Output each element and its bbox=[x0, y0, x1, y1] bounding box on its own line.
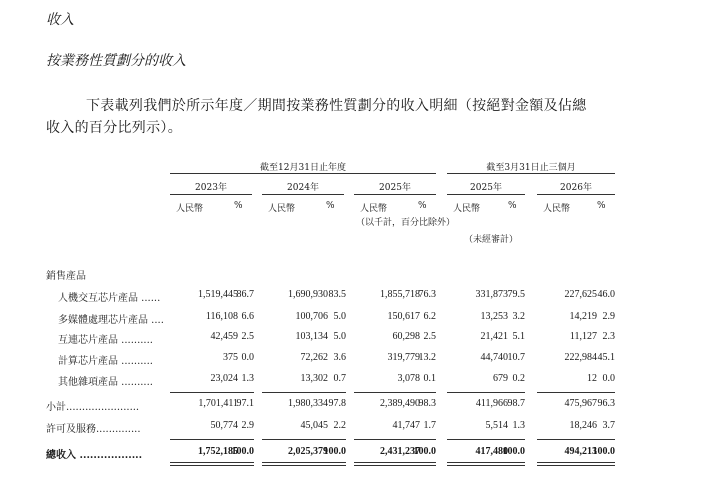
percent-cell: 2.2 bbox=[333, 420, 346, 431]
percent-cell: 46.0 bbox=[597, 289, 615, 300]
percent-cell: 3.2 bbox=[512, 311, 525, 322]
period-rule bbox=[447, 194, 525, 195]
amount-cell: 679 bbox=[493, 373, 508, 384]
product-row-label: 互連芯片產品 .......... bbox=[58, 335, 153, 346]
percent-cell: 0.2 bbox=[512, 373, 525, 384]
percent-cell: 6.6 bbox=[241, 311, 254, 322]
period-rule bbox=[170, 194, 252, 195]
amount-cell: 100,706 bbox=[295, 311, 328, 322]
amount-cell: 3,078 bbox=[397, 373, 420, 384]
intro-paragraph-line-2: 收入的百分比列示）。 bbox=[46, 120, 182, 136]
percent-cell: 5.0 bbox=[333, 331, 346, 342]
unit-header-rmb: 人民幣 bbox=[453, 204, 481, 214]
group-rule-quarters bbox=[447, 173, 615, 174]
percent-cell: 1.3 bbox=[241, 373, 254, 384]
amount-cell: 1,752,185 bbox=[198, 446, 238, 457]
product-row-label: 多媒體處理芯片產品 .... bbox=[58, 315, 164, 326]
unit-header-pct: % bbox=[326, 201, 335, 211]
amount-cell: 1,519,445 bbox=[198, 289, 238, 300]
column-rule bbox=[262, 439, 346, 440]
double-underline bbox=[537, 462, 615, 466]
amount-cell: 2,431,237 bbox=[380, 446, 420, 457]
percent-cell: 100.0 bbox=[502, 446, 525, 457]
amount-cell: 23,024 bbox=[210, 373, 238, 384]
percent-cell: 0.0 bbox=[602, 373, 615, 384]
product-row-label: 計算芯片產品 .......... bbox=[58, 356, 153, 367]
period-header-2025-q1: 2025年 bbox=[470, 183, 502, 193]
amount-cell: 41,747 bbox=[392, 420, 420, 431]
double-underline bbox=[262, 462, 346, 466]
column-rule bbox=[537, 392, 615, 393]
percent-cell: 76.3 bbox=[418, 289, 436, 300]
percent-cell: 97.8 bbox=[328, 398, 346, 409]
double-underline bbox=[170, 462, 254, 466]
percent-cell: 98.7 bbox=[507, 398, 525, 409]
unit-header-pct: % bbox=[508, 201, 517, 211]
period-header-2026-q1: 2026年 bbox=[560, 183, 592, 193]
percent-cell: 2.5 bbox=[423, 331, 436, 342]
double-underline bbox=[447, 462, 525, 466]
amount-cell: 375 bbox=[223, 352, 238, 363]
period-rule bbox=[537, 194, 615, 195]
percent-cell: 0.1 bbox=[423, 373, 436, 384]
percent-cell: 96.3 bbox=[597, 398, 615, 409]
percent-cell: 83.5 bbox=[328, 289, 346, 300]
percent-cell: 3.7 bbox=[602, 420, 615, 431]
amount-cell: 50,774 bbox=[210, 420, 238, 431]
percent-cell: 86.7 bbox=[236, 289, 254, 300]
amount-cell: 13,253 bbox=[480, 311, 508, 322]
amount-cell: 116,108 bbox=[205, 311, 238, 322]
percent-cell: 100.0 bbox=[231, 446, 254, 457]
unit-header-rmb: 人民幣 bbox=[176, 204, 204, 214]
column-rule bbox=[354, 439, 436, 440]
amount-cell: 18,246 bbox=[569, 420, 597, 431]
percent-cell: 0.0 bbox=[241, 352, 254, 363]
column-rule bbox=[170, 439, 254, 440]
group-header-years: 截至12月31日止年度 bbox=[260, 163, 346, 173]
percent-cell: 3.6 bbox=[333, 352, 346, 363]
double-underline bbox=[354, 462, 436, 466]
amount-cell: 2,025,379 bbox=[288, 446, 328, 457]
licensing-label: 許可及服務.............. bbox=[46, 424, 141, 435]
amount-cell: 21,421 bbox=[480, 331, 508, 342]
amount-cell: 12 bbox=[587, 373, 597, 384]
column-rule bbox=[170, 392, 254, 393]
unit-header-rmb: 人民幣 bbox=[268, 204, 296, 214]
product-row-label: 其他雜項產品 .......... bbox=[58, 377, 153, 388]
percent-cell: 45.1 bbox=[597, 352, 615, 363]
amount-cell: 1,855,718 bbox=[380, 289, 420, 300]
group-rule-years bbox=[170, 173, 436, 174]
amount-cell: 60,298 bbox=[392, 331, 420, 342]
percent-cell: 1.7 bbox=[423, 420, 436, 431]
percent-cell: 2.9 bbox=[602, 311, 615, 322]
unit-header-pct: % bbox=[418, 201, 427, 211]
product-row-label: 人機交互芯片產品 ...... bbox=[58, 293, 161, 304]
unit-header-pct: % bbox=[597, 201, 606, 211]
column-rule bbox=[447, 439, 525, 440]
column-rule bbox=[447, 392, 525, 393]
amount-cell: 1,701,411 bbox=[198, 398, 238, 409]
period-rule bbox=[262, 194, 344, 195]
amount-cell: 475,967 bbox=[564, 398, 597, 409]
group-header-quarters: 截至3月31日止三個月 bbox=[486, 163, 576, 173]
column-rule bbox=[537, 439, 615, 440]
unit-header-rmb: 人民幣 bbox=[543, 204, 571, 214]
percent-cell: 79.5 bbox=[507, 289, 525, 300]
amount-cell: 1,690,930 bbox=[288, 289, 328, 300]
note-unaudited: （未經審計） bbox=[464, 235, 519, 245]
amount-cell: 13,302 bbox=[300, 373, 328, 384]
intro-paragraph-line-1: 下表載列我們於所示年度／期間按業務性質劃分的收入明細（按絕對金額及佔總 bbox=[86, 98, 587, 114]
amount-cell: 11,127 bbox=[569, 331, 597, 342]
amount-cell: 150,617 bbox=[387, 311, 420, 322]
period-header-2023: 2023年 bbox=[195, 183, 227, 193]
percent-cell: 100.0 bbox=[413, 446, 436, 457]
amount-cell: 72,262 bbox=[300, 352, 328, 363]
percent-cell: 97.1 bbox=[236, 398, 254, 409]
section-label-product-sales: 銷售產品 bbox=[46, 271, 86, 282]
percent-cell: 2.9 bbox=[241, 420, 254, 431]
amount-cell: 411,966 bbox=[475, 398, 508, 409]
amount-cell: 227,625 bbox=[564, 289, 597, 300]
column-rule bbox=[354, 392, 436, 393]
subtotal-label: 小計....................... bbox=[46, 402, 140, 413]
percent-cell: 0.7 bbox=[333, 373, 346, 384]
percent-cell: 13.2 bbox=[418, 352, 436, 363]
total-label: 總收入 .................. bbox=[46, 450, 143, 461]
amount-cell: 2,389,490 bbox=[380, 398, 420, 409]
amount-cell: 44,740 bbox=[480, 352, 508, 363]
percent-cell: 100.0 bbox=[323, 446, 346, 457]
amount-cell: 319,779 bbox=[387, 352, 420, 363]
amount-cell: 417,480 bbox=[475, 446, 508, 457]
note-thousands: （以千計，百分比除外） bbox=[356, 218, 456, 228]
period-header-2025: 2025年 bbox=[379, 183, 411, 193]
amount-cell: 494,213 bbox=[564, 446, 597, 457]
amount-cell: 5,514 bbox=[485, 420, 508, 431]
period-header-2024: 2024年 bbox=[287, 183, 319, 193]
percent-cell: 5.0 bbox=[333, 311, 346, 322]
unit-header-rmb: 人民幣 bbox=[360, 204, 388, 214]
percent-cell: 100.0 bbox=[592, 446, 615, 457]
amount-cell: 42,459 bbox=[210, 331, 238, 342]
unit-header-pct: % bbox=[234, 201, 243, 211]
percent-cell: 2.3 bbox=[602, 331, 615, 342]
amount-cell: 45,045 bbox=[300, 420, 328, 431]
sub-heading: 按業務性質劃分的收入 bbox=[46, 53, 186, 69]
amount-cell: 331,873 bbox=[475, 289, 508, 300]
percent-cell: 6.2 bbox=[423, 311, 436, 322]
percent-cell: 5.1 bbox=[512, 331, 525, 342]
percent-cell: 2.5 bbox=[241, 331, 254, 342]
section-title: 收入 bbox=[46, 12, 74, 28]
period-rule bbox=[354, 194, 436, 195]
amount-cell: 14,219 bbox=[569, 311, 597, 322]
percent-cell: 98.3 bbox=[418, 398, 436, 409]
amount-cell: 1,980,334 bbox=[288, 398, 328, 409]
percent-cell: 10.7 bbox=[507, 352, 525, 363]
column-rule bbox=[262, 392, 346, 393]
amount-cell: 222,984 bbox=[564, 352, 597, 363]
percent-cell: 1.3 bbox=[512, 420, 525, 431]
amount-cell: 103,134 bbox=[295, 331, 328, 342]
